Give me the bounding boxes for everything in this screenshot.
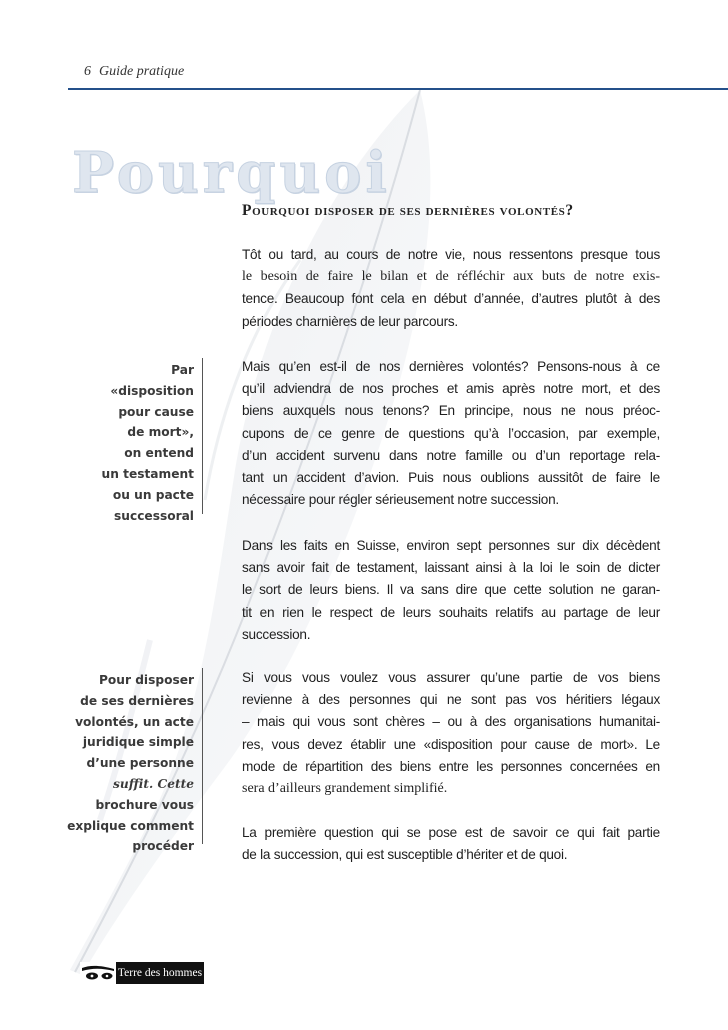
note-line: de mort», [127, 425, 194, 440]
paragraph-3 [242, 535, 660, 646]
logo-text: Terre des hommes [116, 962, 204, 984]
note-line: Pour disposer [98, 673, 194, 687]
note-line: juridique simple [82, 735, 194, 750]
text-line: périodes charnières de leur parcours. [242, 313, 458, 329]
text-line: d’un accident survenu dans notre famille ou d’un reportage rela- [242, 447, 660, 463]
text-line: tit en rien le respect de leurs souhaits relatifs au partage de leur [242, 604, 660, 620]
sidebar-rule [202, 358, 203, 514]
sidebar-note-procedure [54, 670, 194, 857]
note-line: on entend [124, 446, 194, 461]
text-line: Tôt ou tard, au cours de notre vie, nous ressentons presque tous [242, 247, 660, 262]
text-line: tant un accident d’avion. Puis nous oublions aussitôt de faire le [242, 470, 660, 486]
note-line: suffit. Cette [112, 776, 194, 791]
note-line: successoral [114, 508, 194, 523]
text-line: cupons de ce genre de questions qu’à l’occasion, par exemple, [242, 425, 660, 441]
logo-eye-icon [80, 962, 116, 984]
page-number: 6 [84, 64, 91, 79]
text-line: La première question qui se pose est de savoir ce qui fait partie [242, 825, 660, 840]
text-line: le besoin de faire le bilan et de réfléchir aux buts de notre exis- [242, 269, 660, 285]
running-header [84, 64, 184, 80]
sidebar-note-definition [54, 360, 194, 526]
chapter-title: Pourquoi [72, 140, 391, 206]
text-line: Dans les faits en Suisse, environ sept personnes sur dix décèdent [242, 538, 660, 553]
note-line: brochure vous [95, 797, 194, 812]
text-line: Mais qu’en est-il de nos dernières volontés? Pensons-nous à ce [242, 359, 660, 374]
text-line: res, vous devez établir une «disposition pour cause de mort». Le [242, 736, 660, 752]
section-heading: Pourquoi disposer de ses dernières volontés? [242, 202, 574, 219]
note-line: un testament [101, 466, 194, 481]
paragraph-2 [242, 356, 660, 511]
text-line: biens auxquels nous tenons? En principe, nous ne nous préoc- [242, 403, 660, 419]
text-line: nécessaire pour régler sérieusement notre succession. [242, 492, 559, 508]
text-line: sera d’ailleurs grandement simplifié. [242, 781, 448, 797]
note-line: ou un pacte [112, 487, 194, 502]
text-line: qu’il adviendra de nos proches et amis après notre mort, et des [242, 381, 660, 397]
text-line: revienne à des personnes qui ne sont pas vos héritiers légaux [242, 692, 660, 708]
paragraph-1 [242, 244, 660, 333]
text-line: de la succession, qui est susceptible d’hériter et de quoi. [242, 847, 568, 863]
note-line: procéder [132, 839, 194, 854]
note-line: pour cause [118, 404, 194, 419]
text-line: Si vous vous voulez vous assurer qu’une partie de vos biens [242, 670, 660, 685]
note-line: volontés, un acte [75, 714, 194, 729]
note-line: de ses dernières [80, 693, 194, 708]
text-line: sans avoir fait de testament, laissant ainsi à la loi le soin de dicter [242, 560, 660, 576]
note-line: explique comment [67, 818, 194, 833]
text-line: le sort de leurs biens. Il va sans dire que cette solution ne garan- [242, 582, 660, 598]
text-line: succession. [242, 626, 311, 642]
note-line: Par [171, 363, 194, 377]
note-line: «disposition [110, 383, 194, 398]
paragraph-5 [242, 822, 660, 866]
header-rule [68, 88, 728, 90]
text-line: mode de répartition des biens entre les personnes concernées en [242, 758, 660, 774]
text-line: tence. Beaucoup font cela en début d’année, d’autres plutôt à des [242, 291, 660, 307]
running-title: Guide pratique [99, 64, 185, 79]
sidebar-rule [202, 668, 203, 844]
organization-logo [80, 962, 204, 984]
note-line: d’une personne [86, 756, 194, 771]
paragraph-4 [242, 667, 660, 800]
text-line: – mais qui vous sont chères – ou à des organisations humanitai- [242, 714, 660, 730]
